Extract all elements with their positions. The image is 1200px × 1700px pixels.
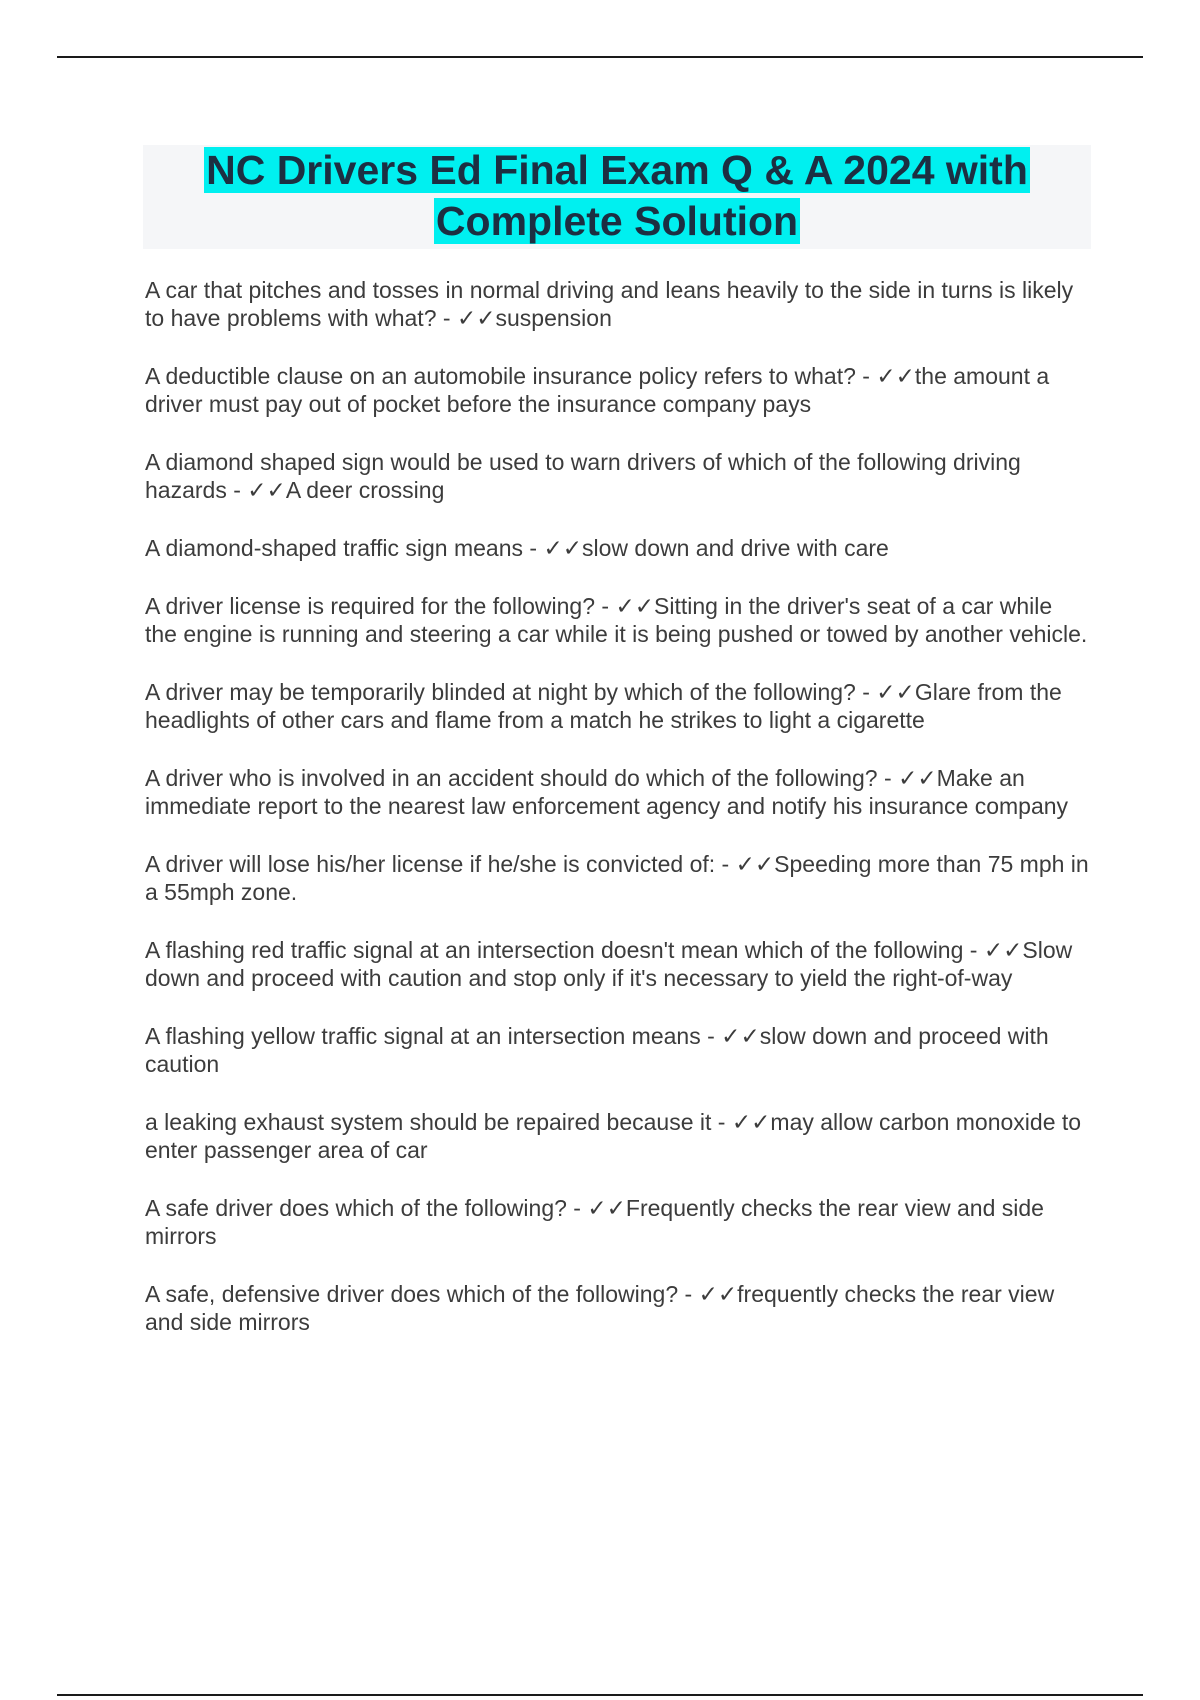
check-icon: ✓✓ bbox=[587, 1195, 626, 1221]
question: A driver who is involved in an accident should do which of the following? bbox=[145, 765, 878, 791]
answer: may allow carbon monoxide to enter passenger area of car bbox=[145, 1109, 1082, 1163]
qa-item bbox=[145, 850, 1090, 906]
separator: - bbox=[226, 477, 248, 503]
answer: slow down and proceed with caution bbox=[145, 1023, 1049, 1077]
check-icon: ✓✓ bbox=[898, 765, 937, 791]
answer: Slow down and proceed with caution and stop only if it's necessary to yield the right-of-way bbox=[145, 937, 1073, 991]
question: A flashing yellow traffic signal at an intersection means bbox=[145, 1023, 701, 1049]
qa-item bbox=[145, 448, 1090, 504]
check-icon: ✓✓ bbox=[983, 937, 1023, 963]
check-icon: ✓✓ bbox=[698, 1281, 738, 1307]
top-rule bbox=[57, 56, 1143, 58]
qa-item bbox=[145, 276, 1090, 332]
separator: - bbox=[963, 937, 984, 963]
question: a leaking exhaust system should be repaired because it bbox=[145, 1109, 712, 1135]
check-icon: ✓✓ bbox=[615, 593, 655, 619]
title-line-1: NC Drivers Ed Final Exam Q & A 2024 with bbox=[206, 147, 1028, 193]
check-icon: ✓✓ bbox=[543, 535, 583, 561]
separator: - bbox=[523, 535, 544, 561]
separator: - bbox=[700, 1023, 722, 1049]
answer: Speeding more than 75 mph in a 55mph zone. bbox=[145, 851, 1089, 905]
answer: slow down and drive with care bbox=[582, 535, 889, 561]
question: A driver license is required for the following? bbox=[145, 593, 596, 619]
qa-item bbox=[145, 1194, 1090, 1250]
check-icon: ✓✓ bbox=[876, 363, 915, 389]
bottom-rule bbox=[57, 1694, 1143, 1696]
answer: suspension bbox=[495, 305, 612, 331]
qa-item bbox=[145, 678, 1090, 734]
question: A driver may be temporarily blinded at night by which of the following? bbox=[145, 679, 856, 705]
check-icon: ✓✓ bbox=[247, 477, 286, 503]
qa-item bbox=[145, 1108, 1090, 1164]
answer: Sitting in the driver's seat of a car while the engine is running and steering a car while it is being pushed or towed by another vehicle. bbox=[145, 593, 1088, 647]
answer: Frequently checks the rear view and side mirrors bbox=[145, 1195, 1044, 1249]
separator: - bbox=[855, 363, 877, 389]
title-box bbox=[143, 145, 1091, 249]
check-icon: ✓✓ bbox=[456, 305, 496, 331]
answer: A deer crossing bbox=[285, 477, 445, 503]
separator: - bbox=[436, 305, 457, 331]
separator: - bbox=[711, 1109, 732, 1135]
question: A safe driver does which of the following? bbox=[145, 1195, 567, 1221]
answer: frequently checks the rear view and side mirrors bbox=[145, 1281, 1055, 1335]
qa-item bbox=[145, 936, 1090, 992]
separator: - bbox=[855, 679, 877, 705]
separator: - bbox=[715, 851, 736, 877]
question: A safe, defensive driver does which of the following? bbox=[145, 1281, 679, 1307]
separator: - bbox=[566, 1195, 588, 1221]
check-icon: ✓✓ bbox=[731, 1109, 771, 1135]
qa-item bbox=[145, 592, 1090, 648]
question: A deductible clause on an automobile insurance policy refers to what? bbox=[145, 363, 856, 389]
question: A diamond shaped sign would be used to warn drivers of which of the following driving hazards bbox=[145, 449, 1021, 503]
check-icon: ✓✓ bbox=[735, 851, 775, 877]
separator: - bbox=[678, 1281, 699, 1307]
qa-list bbox=[145, 276, 1090, 1366]
title-line-2: Complete Solution bbox=[435, 198, 799, 244]
answer: Make an immediate report to the nearest law enforcement agency and notify his insurance company bbox=[145, 765, 1069, 819]
question: A diamond-shaped traffic sign means bbox=[145, 535, 524, 561]
check-icon: ✓✓ bbox=[721, 1023, 760, 1049]
qa-item bbox=[145, 764, 1090, 820]
answer: Glare from the headlights of other cars and flame from a match he strikes to light a cigarette bbox=[145, 679, 1062, 733]
check-icon: ✓✓ bbox=[876, 679, 915, 705]
qa-item bbox=[145, 362, 1090, 418]
question: A flashing red traffic signal at an intersection doesn't mean which of the following bbox=[145, 937, 964, 963]
separator: - bbox=[877, 765, 899, 791]
qa-item bbox=[145, 1022, 1090, 1078]
question: A car that pitches and tosses in normal driving and leans heavily to the side in turns is likely to have problems with what? bbox=[145, 277, 1074, 331]
separator: - bbox=[595, 593, 616, 619]
answer: the amount a driver must pay out of pocket before the insurance company pays bbox=[145, 363, 1050, 417]
qa-item bbox=[145, 534, 1090, 562]
document-title bbox=[143, 145, 1091, 247]
qa-item bbox=[145, 1280, 1090, 1336]
question: A driver will lose his/her license if he/she is convicted of: bbox=[145, 851, 716, 877]
